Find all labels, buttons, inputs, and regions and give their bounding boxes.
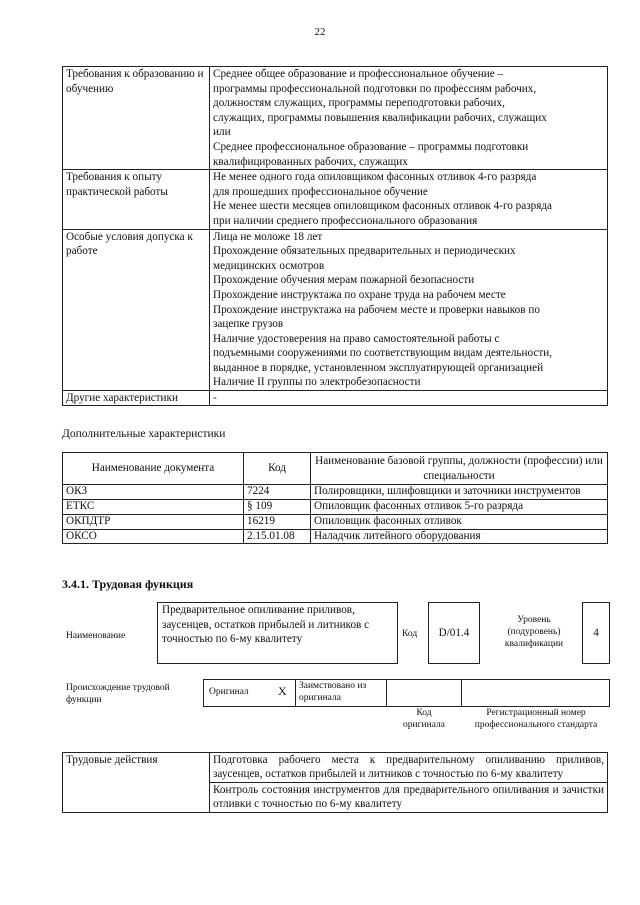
origin-box — [203, 679, 610, 707]
row-content — [210, 391, 608, 406]
text-line: зацепке грузов — [213, 318, 284, 331]
header-doc: Наименование документа — [63, 453, 244, 485]
requirements-table — [62, 66, 608, 406]
text-line: Наличие удостоверения на право самостоятельной работы с — [213, 332, 500, 345]
borrowed-label: Заимствовано из оригинала — [299, 681, 367, 703]
cell-code: § 109 — [244, 499, 311, 514]
row-label: Требования к опыту практической работы — [63, 170, 210, 229]
table-row — [63, 514, 608, 529]
text-line: программы профессиональной подготовки по профессиям рабочих, — [213, 82, 537, 95]
action-item: Контроль состояния инструментов для предварительного опиливания и зачистки отливки с точностью по 6-му квалитету — [210, 782, 608, 812]
text-line: Прохождение обучения мерам пожарной безопасности — [213, 274, 475, 287]
text-line: служащих, программы повышения квалификации рабочих, служащих — [213, 111, 547, 124]
text-line: выданное в порядке, установленном эксплуатирующей организацией — [213, 361, 544, 374]
text-line: квалифицированных рабочих, служащих — [213, 155, 408, 168]
function-name-box: Предварительное опиливание приливов, заусенцев, остатков прибылей и литников с точностью по 6-му квалитету — [157, 602, 398, 664]
original-mark: X — [278, 684, 287, 698]
table-row — [63, 170, 608, 229]
page-number: 22 — [314, 26, 326, 38]
text-line: Среднее общее образование и профессиональное обучение – — [213, 68, 504, 80]
cell-doc: ОКСО — [63, 529, 244, 544]
text-line: Прохождение инструктажа на рабочем месте и проверки навыков по — [213, 303, 540, 316]
text-line: Прохождение инструктажа по охране труда на рабочем месте — [213, 288, 506, 301]
code-value-box: D/01.4 — [428, 602, 480, 664]
row-content — [210, 229, 608, 391]
code-label: Код — [402, 629, 418, 639]
table-row — [63, 753, 608, 783]
level-value-box: 4 — [582, 602, 610, 664]
text-line: для прошедших профессиональное обучение — [213, 185, 428, 198]
cell-name: Наладчик литейного оборудования — [311, 529, 608, 544]
table-row — [63, 499, 608, 514]
header-name: Наименование базовой группы, должности (профессии) или специальности — [311, 453, 608, 485]
row-content — [210, 170, 608, 229]
text-line: медицинских осмотров — [213, 259, 325, 272]
additional-table — [62, 452, 608, 544]
table-row — [63, 67, 608, 170]
table-header-row — [63, 453, 608, 485]
cell-doc: ОКПДТР — [63, 514, 244, 529]
function-heading: 3.4.1. Трудовая функция — [62, 577, 194, 591]
additional-heading: Дополнительные характеристики — [62, 428, 226, 440]
name-label: Наименование — [66, 631, 126, 641]
cell-doc: ОКЗ — [63, 485, 244, 500]
cell-doc: ЕТКС — [63, 499, 244, 514]
text-line: - — [213, 392, 217, 405]
text-line: Не менее шести месяцев опиловщиком фасонных отливок 4-го разряда — [213, 200, 553, 213]
cell-code: 16219 — [244, 514, 311, 529]
origin-label: Происхождение трудовой функции — [66, 683, 170, 705]
text-line: Не менее одного года опиловщиком фасонных отливок 4-го разряда — [213, 171, 537, 184]
cell-name: Опиловщик фасонных отливок — [311, 514, 608, 529]
reg-number-label: Регистрационный номер профессионального стандарта — [474, 708, 598, 730]
row-label: Особые условия допуска к работе — [63, 229, 210, 391]
cell-name: Полировщики, шлифовщики и заточники инструментов — [311, 485, 608, 500]
divider — [386, 679, 387, 707]
actions-table — [62, 752, 608, 813]
header-code: Код — [244, 453, 311, 485]
code-original-label: Код оригинала — [403, 708, 445, 730]
action-item: Подготовка рабочего места к предварительному опиливанию приливов, заусенцев, остатков прибылей и литников с точностью по 6-му квалитету — [210, 753, 608, 783]
table-row — [63, 485, 608, 500]
text-line: Прохождение обязательных предварительных и периодических — [213, 245, 516, 258]
actions-label: Трудовые действия — [63, 753, 210, 813]
divider — [461, 679, 462, 707]
text-line: должностям служащих, программы переподготовки рабочих, — [213, 97, 505, 110]
level-label: Уровень (подуровень) квалификации — [504, 615, 564, 649]
cell-name: Опиловщик фасонных отливок 5-го разряда — [311, 499, 608, 514]
cell-code: 2.15.01.08 — [244, 529, 311, 544]
row-label: Требования к образованию и обучению — [63, 67, 210, 170]
cell-code: 7224 — [244, 485, 311, 500]
text-line: подъемными сооружениями по соответствующим видам деятельности, — [213, 347, 553, 360]
original-label: Оригинал — [209, 687, 249, 697]
row-label: Другие характеристики — [63, 391, 210, 406]
row-content — [210, 67, 608, 170]
text-line: Наличие II группы по электробезопасности — [213, 376, 421, 389]
text-line: или — [213, 126, 231, 139]
divider — [295, 679, 296, 707]
table-row — [63, 229, 608, 391]
table-row — [63, 391, 608, 406]
text-line: Лица не моложе 18 лет — [213, 230, 323, 243]
text-line: Среднее профессиональное образование – программы подготовки — [213, 140, 529, 153]
text-line: при наличии среднего профессионального образования — [213, 214, 478, 227]
table-row — [63, 529, 608, 544]
